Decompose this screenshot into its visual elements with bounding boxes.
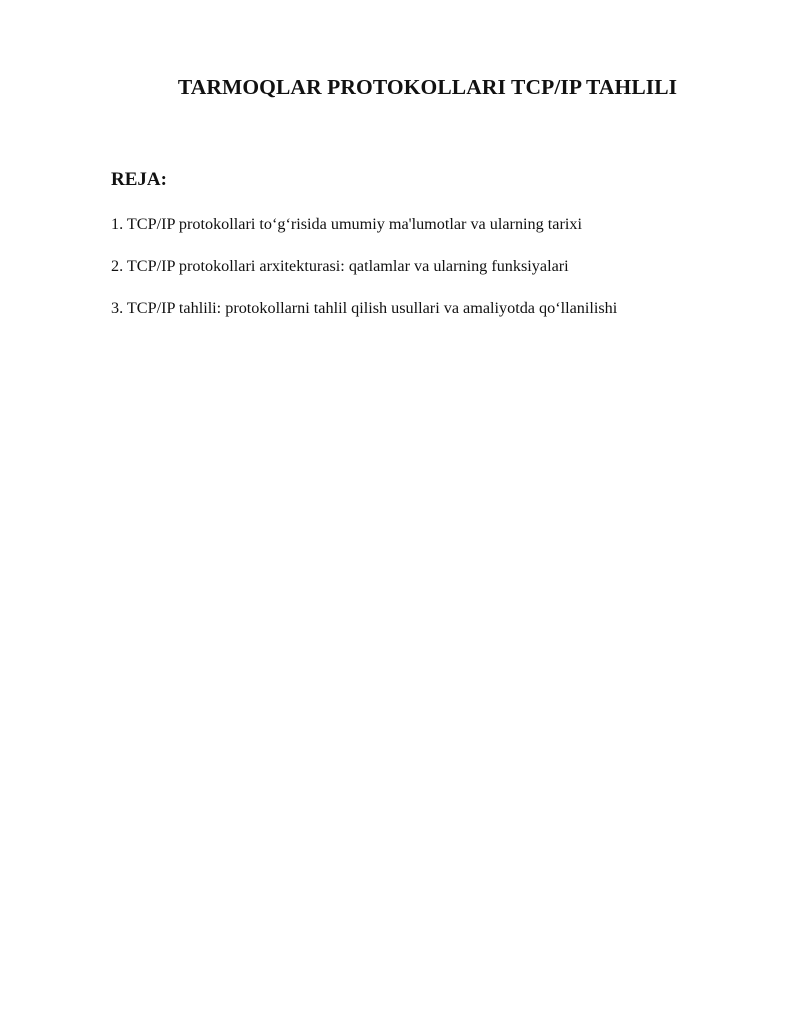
document-title: TARMOQLAR PROTOKOLLARI TCP/IP TAHLILI bbox=[177, 75, 678, 99]
plan-item-1: 1. TCP/IP protokollari to‘g‘risida umumiy ma'lumotlar va ularning tarixi bbox=[111, 215, 582, 233]
plan-item-2: 2. TCP/IP protokollari arxitekturasi: qatlamlar va ularning funksiyalari bbox=[111, 257, 569, 275]
plan-heading: REJA: bbox=[111, 169, 167, 190]
plan-item-3: 3. TCP/IP tahlili: protokollarni tahlil qilish usullari va amaliyotda qo‘llanilishi bbox=[111, 299, 618, 317]
plan-list bbox=[111, 213, 617, 339]
